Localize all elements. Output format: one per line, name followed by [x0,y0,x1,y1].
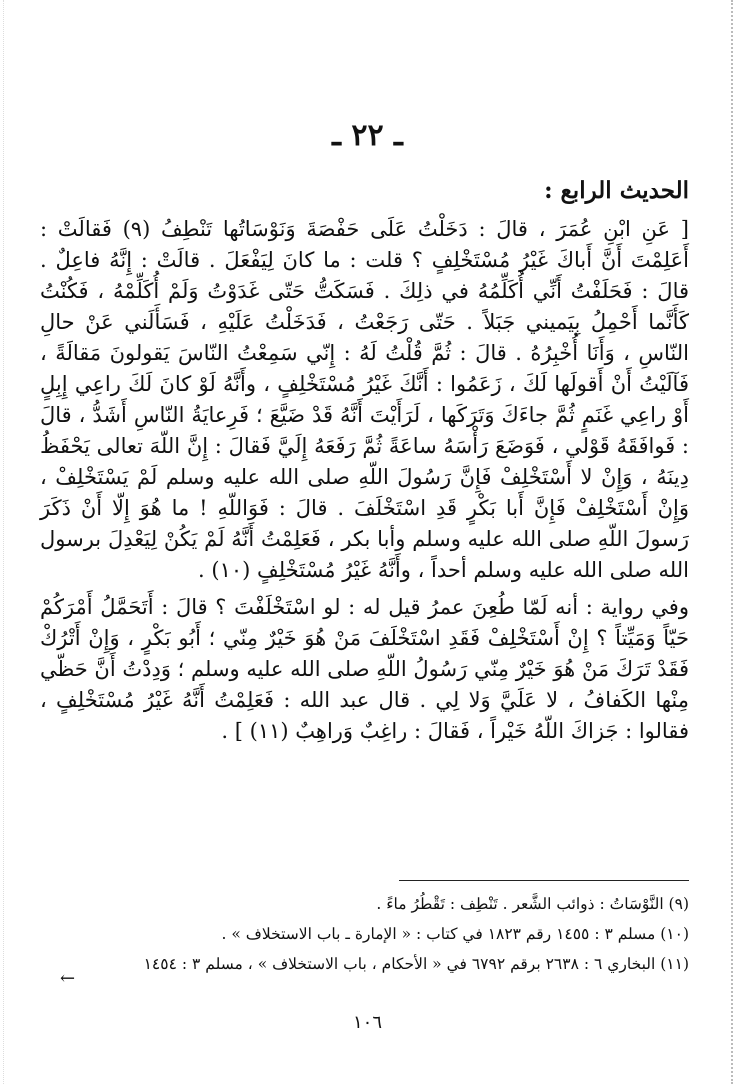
footnotes [40,880,689,979]
page-number: ١٠٦ [352,1012,382,1033]
hadith-paragraph: [ عَنِ ابْنِ عُمَرَ ، قالَ : دَخَلْتُ عَلَى حَفْصَةَ وَنَوْسَاتُها تَنْطِفُ (٩) فَقالَتْ : أَعَلِمْتَ أَنَّ أَباكَ غَيْرُ مُسْتَخْلِفٍ ؟ قلت : ما كانَ لِيَفْعَلَ . قالَتْ : إِنَّهُ فاعِلٌ . قالَ : فَحَلَفْتُ أَنِّي أُكَلِّمُهُ في ذلِكَ . فَسَكَتُّ حَتّى غَدَوْتُ وَلَمْ أُكَلِّمْهُ ، فَكُنْتُ كَأَنَّما أَحْمِلُ بِيَميني جَبَلاً . حَتّى رَجَعْتُ ، فَدَخَلْتُ عَلَيْهِ ، فَسَأَلَني عَنْ حالِ النّاسِ ، وَأَنَا أُخْبِرُهُ . قالَ : ثُمَّ قُلْتُ لَهُ : إِنّي سَمِعْتُ النّاسَ يَقولونَ مَقالَةً ، فَآلَيْتُ أَنْ أَقولَها لَكَ ، زَعَمُوا : أَنَّكَ غَيْرُ مُسْتَخْلِفٍ ، وأَنَّهُ لَوْ كانَ لَكَ راعِي إِبِلٍ أَوْ راعِي غَنَمٍ ثُمَّ جاءَكَ وَتَرَكَها ، لَرَأَيْتَ أَنَّهُ قَدْ ضَيَّعَ ؛ فَرِعايَةُ النّاسِ أَشَدُّ ، قالَ : فَوافَقَهُ قَوْلي ، فَوَضَعَ رَأْسَهُ ساعَةً ثُمَّ رَفَعَهُ إِلَيَّ فَقالَ : إِنَّ اللّهَ تعالى يَحْفَظُ دِينَهُ ، وَإِنْ لا أَسْتَخْلِفْ فَإِنَّ رَسُولَ اللّهِ صلى الله عليه وسلم لَمْ يَسْتَخْلِفْ ، وَإِنْ أَسْتَخْلِفْ فَإِنَّ أَبا بَكْرٍ قَدِ اسْتَخْلَفَ . قالَ : فَوَاللّهِ ! ما هُوَ إِلّا أَنْ ذَكَرَ رَسولَ اللّهِ صلى الله عليه وسلم وأبا بكر ، فَعَلِمْتُ أَنَّهُ لَمْ يَكُنْ لِيَعْدِلَ برسول الله صلى الله عليه وسلم أحداً ، وأَنَّهُ غَيْرُ مُسْتَخْلِفٍ (١٠) . [40,217,689,582]
narration-paragraph: وفي رواية : أنه لَمّا طُعِنَ عمرُ قيل له : لو اسْتَخْلَفْتَ ؟ قالَ : أَتَحَمَّلُ أَمْرَكُمْ حَيّاً وَمَيِّتاً ؟ إِنْ أَسْتَخْلِفْ فَقَدِ اسْتَخْلَفَ مَنْ هُوَ خَيْرٌ مِنّي ؛ أَبُو بَكْرٍ ، وَإِنْ أَتْرُكْ فَقَدْ تَرَكَ مَنْ هُوَ خَيْرٌ مِنّي رَسُولُ اللّهِ صلى الله عليه وسلم ؛ وَدِدْتُ أَنَّ حَظّي مِنْها الكَفافُ ، لا عَلَيَّ وَلا لِي . قال عبد الله : فَعَلِمْتُ أَنَّهُ غَيْرُ مُسْتَخْلِفٍ ، فقالوا : جَزاكَ اللّهُ خَيْراً ، فَقالَ : راغِبٌ وَراهِبٌ (١١) ] . [40,595,689,743]
footnote-9: (٩) النَّوْسَاتُ : ذوائب الشَّعر . تَنْطِف : تَقْطُرُ ماءً . [376,895,689,913]
page-edge-right [731,0,733,1084]
continuation-arrow-icon: ← [60,968,76,989]
footnote-11: (١١) البخاري ٦ : ٢٦٣٨ برقم ٦٧٩٢ في « الأحكام ، باب الاستخلاف » ، مسلم ٣ : ١٤٥٤ [143,955,689,973]
footnote-10: (١٠) مسلم ٣ : ١٤٥٥ رقم ١٨٢٣ في كتاب : « الإمارة ـ باب الاستخلاف » . [221,925,689,943]
chapter-number: ـ ٢٢ ـ [332,118,403,153]
main-text [40,168,689,747]
section-title: الحديث الرابع : [544,177,689,204]
page-edge-left [3,0,4,1084]
footnote-divider [399,880,689,881]
